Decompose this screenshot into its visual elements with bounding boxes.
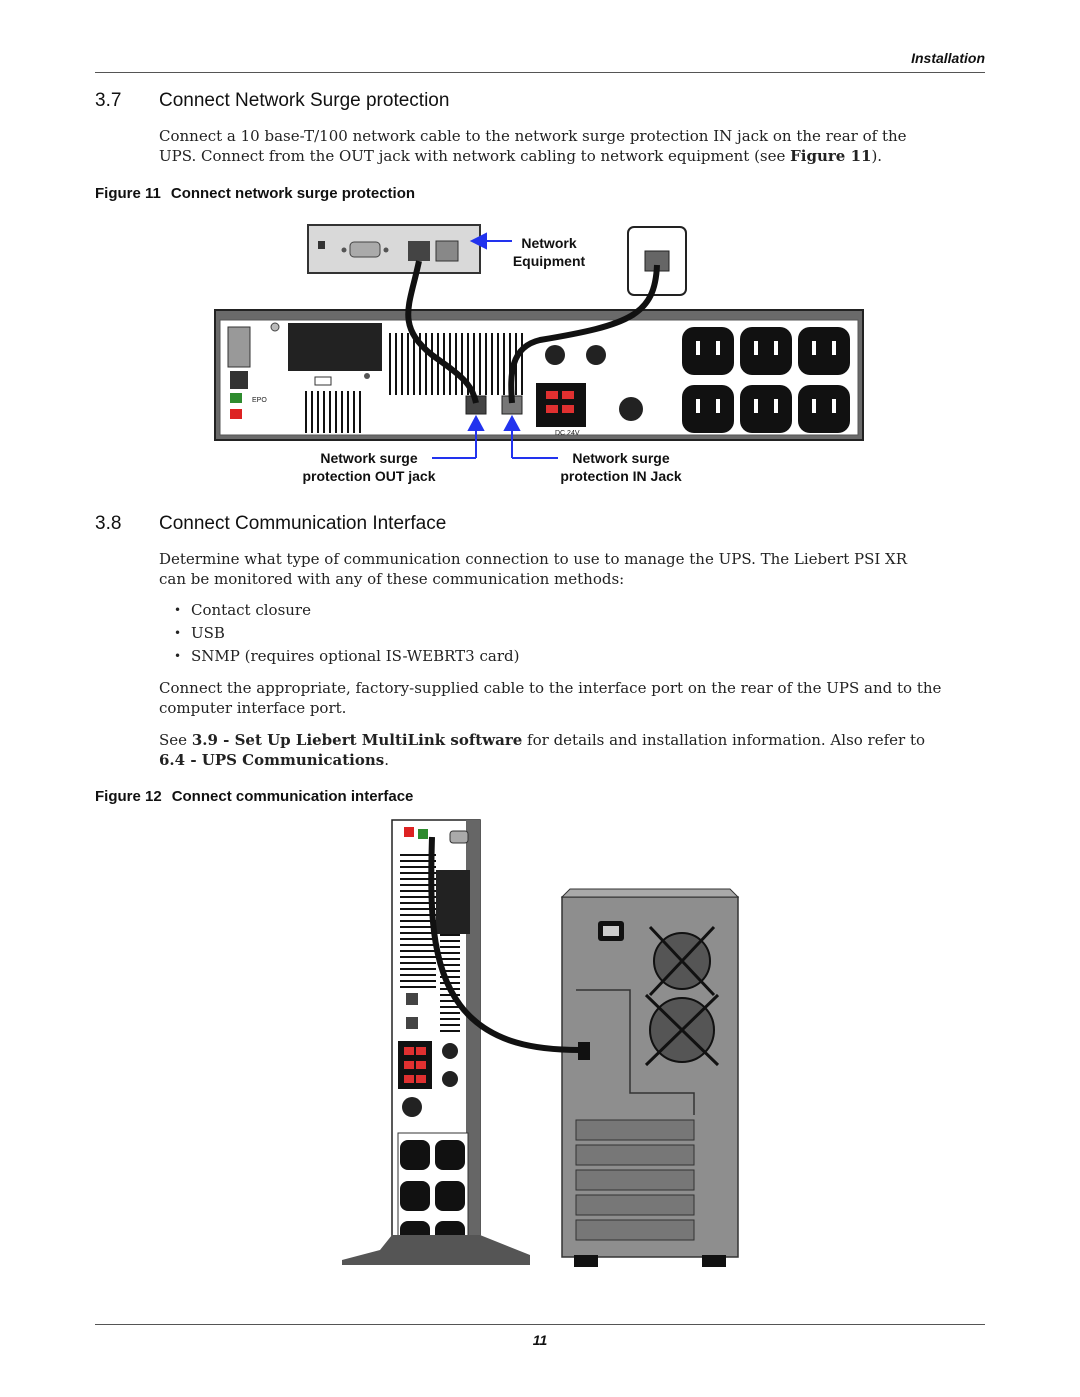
figure-12-caption <box>95 788 413 805</box>
callout-surge-out-jack <box>285 449 453 485</box>
list-item: • Contact closure <box>174 600 519 623</box>
paragraph-line <box>159 750 989 770</box>
ups-tower-rear <box>342 820 530 1265</box>
figure-11-caption <box>95 185 415 202</box>
footer-rule <box>95 1324 985 1325</box>
section-title: Connect Network Surge protection <box>159 90 450 111</box>
section-heading-3-7 <box>95 90 449 112</box>
figure-title: Connect communication interface <box>171 788 414 805</box>
list-item: • USB <box>174 623 519 646</box>
running-header: Installation <box>911 50 985 66</box>
section-heading-3-8 <box>95 513 446 535</box>
paragraph-text: for details and installation information. Also refer to <box>522 731 926 749</box>
paragraph-line: Determine what type of communication connection to use to manage the UPS. The Liebert PSI XR <box>159 550 908 568</box>
section-3-7-paragraph <box>159 126 989 166</box>
section-title: Connect Communication Interface <box>159 513 447 534</box>
header-rule <box>95 72 985 73</box>
callout-line: Equipment <box>512 253 586 269</box>
section-6-4-reference-link[interactable]: 6.4 - UPS Communications <box>159 751 385 769</box>
figure-label: Figure 12 <box>95 788 162 805</box>
callout-line: Network surge <box>320 450 418 466</box>
figure-12-illustration <box>340 815 750 1270</box>
paragraph-line: computer interface port. <box>159 699 347 717</box>
ups-rear-panel <box>215 310 863 440</box>
figure-reference-link[interactable]: Figure 11 <box>790 147 872 165</box>
list-item: • SNMP (requires optional IS-WEBRT3 card) <box>174 646 519 669</box>
dc-label: DC 24V <box>555 430 580 437</box>
paragraph-text: . <box>384 751 389 769</box>
paragraph-line: can be monitored with any of these communication methods: <box>159 570 625 588</box>
callout-line: protection OUT jack <box>302 468 436 484</box>
paragraph-text: See <box>159 731 192 749</box>
network-equipment-device <box>308 225 480 273</box>
paragraph-line <box>159 146 989 166</box>
callout-line: protection IN Jack <box>560 468 682 484</box>
callout-line: Network <box>521 235 577 251</box>
page-number: 11 <box>532 1332 548 1348</box>
paragraph-text: ). <box>871 147 883 165</box>
callout-surge-in-jack <box>548 449 694 485</box>
paragraph-line <box>159 730 989 750</box>
figure-title: Connect network surge protection <box>170 185 416 202</box>
section-3-9-reference-link[interactable]: 3.9 - Set Up Liebert MultiLink software <box>191 731 523 749</box>
section-number: 3.7 <box>95 90 122 111</box>
communication-methods-list <box>174 600 519 669</box>
section-3-8-paragraph-3 <box>159 730 989 770</box>
paragraph-text: UPS. Connect from the OUT jack with network cabling to network equipment (see <box>159 147 791 165</box>
paragraph-line: Connect a 10 base-T/100 network cable to the network surge protection IN jack on the rear of the <box>159 127 907 145</box>
computer-tower-rear <box>562 889 738 1267</box>
figure-label: Figure 11 <box>95 185 161 202</box>
callout-network-equipment <box>498 234 600 270</box>
section-number: 3.8 <box>95 513 122 534</box>
paragraph-line: Connect the appropriate, factory-supplied cable to the interface port on the rear of the UPS and to the <box>159 679 942 697</box>
epo-label: EPO <box>252 397 267 404</box>
section-3-8-paragraph-2 <box>159 678 989 718</box>
section-3-8-paragraph-1 <box>159 549 989 589</box>
callout-line: Network surge <box>572 450 670 466</box>
